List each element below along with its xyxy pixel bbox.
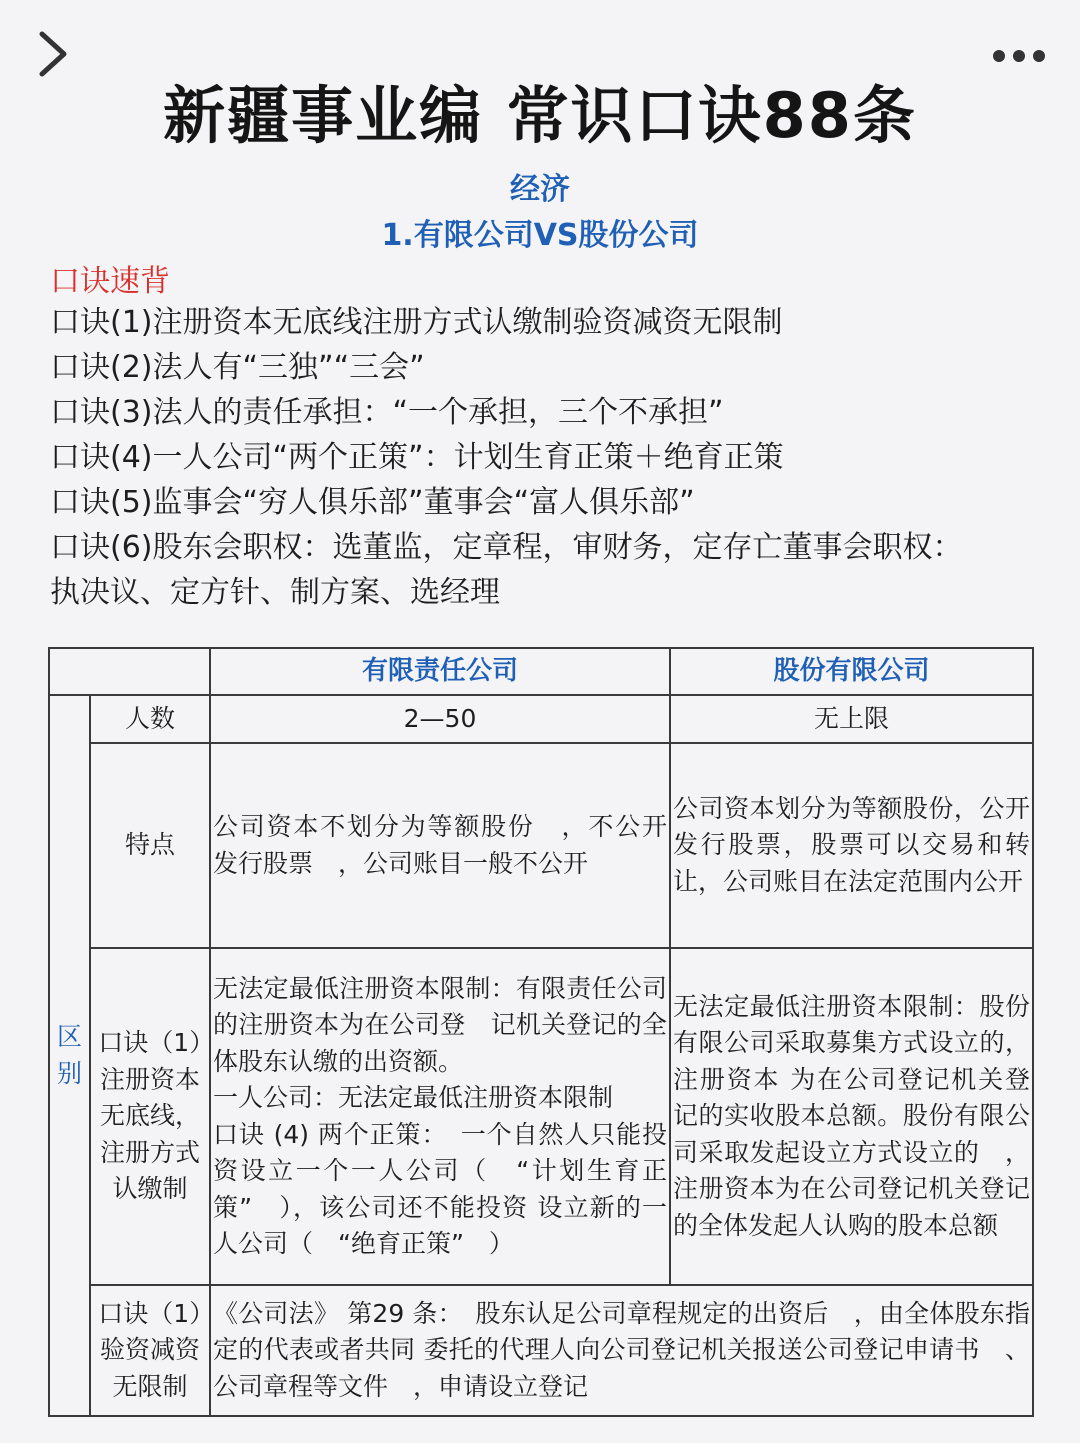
cell-company-law-article-29: 《公司法》 第29 条： 股东认足公司章程规定的出资后 ，由全体股东指定的代表或者共同 委托的代理人向公司登记机关报送公司登记申请书 、公司章程等文件 ，申请设立登记: [210, 1285, 1033, 1416]
cell-jointstock-headcount: 无上限: [670, 695, 1033, 743]
table-row: [49, 948, 1033, 1285]
row-label-capital-verification: 口诀（1）验资减资无限制: [90, 1285, 210, 1416]
cell-jointstock-features: 公司资本划分为等额股份，公开发行股票，股票可以交易和转让，公司账目在法定范围内公开: [670, 743, 1033, 948]
mnemonic-line: 执决议、定方针、制方案、选经理: [50, 575, 500, 610]
mnemonic-list: [50, 300, 1040, 615]
cell-limited-features: 公司资本不划分为等额股份 ，不公开 发行股票 ，公司账目一般不公开: [210, 743, 670, 948]
mnemonic-line: 口诀(4)一人公司“两个正策”：计划生育正策＋绝育正策: [50, 440, 784, 475]
group-label-difference: 区别: [49, 695, 90, 1416]
mnemonic-heading: 口诀速背: [50, 264, 170, 299]
comparison-table: [48, 647, 1034, 1417]
page-title: 新疆事业编 常识口诀88条: [163, 79, 917, 152]
table-row: [49, 743, 1033, 948]
cell-limited-registered-capital: 无法定最低注册资本限制：有限责任公司的注册资本为在公司登 记机关登记的全体股东认缴的出资额。 一人公司：无法定最低注册资本限制 口诀 (4) 两个正策： 一个自然人只能投资设立一个一人公司（ “计划生育正策” ），该公司还不能投资 设立新的一人公司（ “绝育正策” ）: [210, 948, 670, 1285]
cell-jointstock-registered-capital: 无法定最低注册资本限制：股份有限公司采取募集方式设立的，注册资本 为在公司登记机关登记的实收股本总额。股份有限公司采取发起设立方式设立的 ，注册资本为在公司登记机关登记的全体发起人认购的股本总额: [670, 948, 1033, 1285]
section-title: 经济: [510, 172, 570, 207]
mnemonic-line: 口诀(5)监事会“穷人俱乐部”董事会“富人俱乐部”: [50, 485, 695, 520]
mnemonic-line: 口诀(2)法人有“三独”“三会”: [50, 350, 425, 385]
table-corner-cell: [49, 648, 210, 695]
row-label-registered-capital: 口诀（1）注册资本无底线，注册方式 认缴制: [90, 948, 210, 1285]
table-row: [49, 1285, 1033, 1416]
mnemonic-line: 口诀(1)注册资本无底线注册方式认缴制验资减资无限制: [50, 305, 783, 340]
row-label-headcount: 人数: [90, 695, 210, 743]
subsection-title: 1.有限公司VS股份公司: [381, 218, 699, 253]
more-horizontal-icon[interactable]: [992, 46, 1046, 66]
mnemonic-line: 口诀(6)股东会职权：选董监，定章程，审财务，定存亡董事会职权：: [50, 530, 963, 565]
header-limited-company: 有限责任公司: [210, 648, 670, 695]
table-row: [49, 695, 1033, 743]
mnemonic-line: 口诀(3)法人的责任承担：“一个承担，三个不承担”: [50, 395, 724, 430]
row-label-features: 特点: [90, 743, 210, 948]
header-joint-stock-company: 股份有限公司: [670, 648, 1033, 695]
cell-limited-headcount: 2—50: [210, 695, 670, 743]
